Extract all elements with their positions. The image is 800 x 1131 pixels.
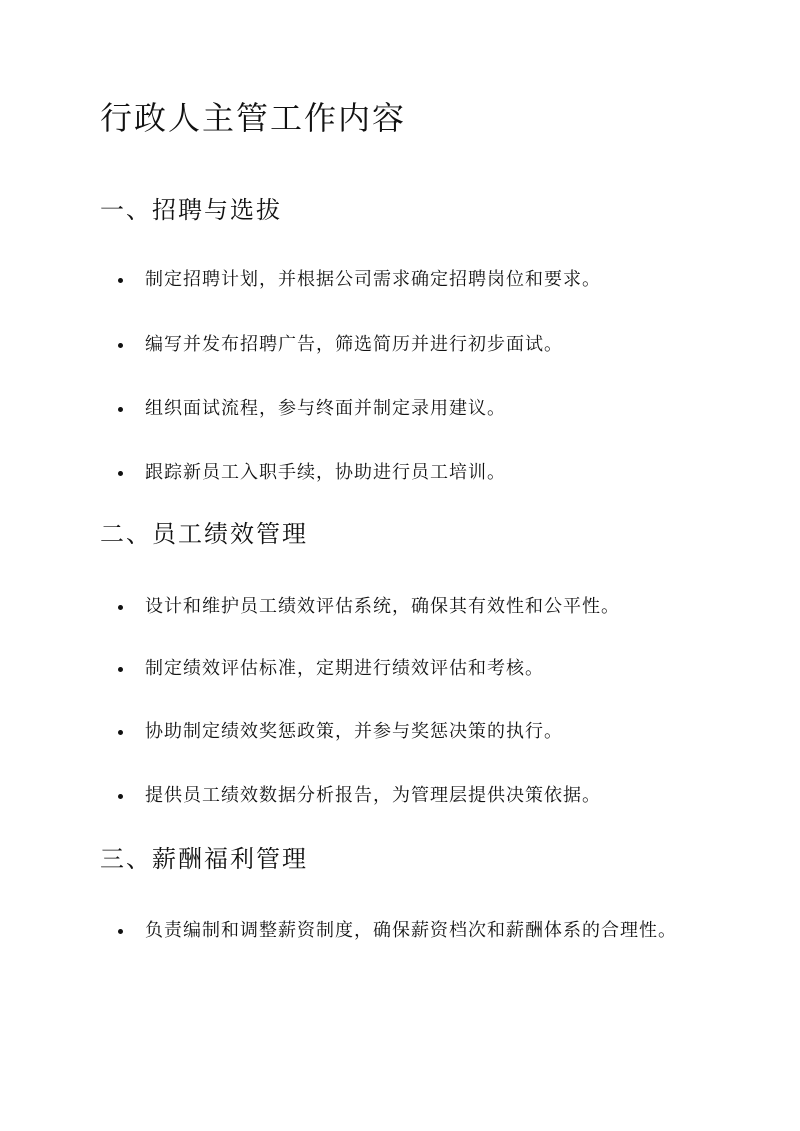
list-item-text: 编写并发布招聘广告，筛选简历并进行初步面试。	[145, 334, 563, 355]
bullet-icon	[118, 929, 123, 934]
bullet-icon	[118, 667, 123, 672]
list-item-text: 设计和维护员工绩效评估系统，确保其有效性和公平性。	[145, 596, 620, 617]
list-item-text: 负责编制和调整薪资制度，确保薪资档次和薪酬体系的合理性。	[145, 920, 677, 941]
list-item-text: 协助制定绩效奖惩政策，并参与奖惩决策的执行。	[145, 721, 563, 742]
list-item-text: 跟踪新员工入职手续，协助进行员工培训。	[145, 462, 506, 483]
document-title: 行政人主管工作内容	[100, 99, 407, 137]
bullet-icon	[118, 343, 123, 348]
list-item-text: 提供员工绩效数据分析报告，为管理层提供决策依据。	[145, 785, 601, 806]
section-heading-recruitment: 一、招聘与选拔	[100, 196, 282, 224]
bullet-icon	[118, 794, 123, 799]
bullet-icon	[118, 407, 123, 412]
bullet-icon	[118, 471, 123, 476]
section-heading-performance: 二、员工绩效管理	[100, 520, 308, 548]
section-heading-compensation: 三、薪酬福利管理	[100, 845, 308, 873]
bullet-icon	[118, 605, 123, 610]
list-item-text: 组织面试流程，参与终面并制定录用建议。	[145, 398, 506, 419]
bullet-icon	[118, 278, 123, 283]
list-item-text: 制定招聘计划，并根据公司需求确定招聘岗位和要求。	[145, 269, 601, 290]
bullet-icon	[118, 730, 123, 735]
list-item-text: 制定绩效评估标准，定期进行绩效评估和考核。	[145, 658, 544, 679]
